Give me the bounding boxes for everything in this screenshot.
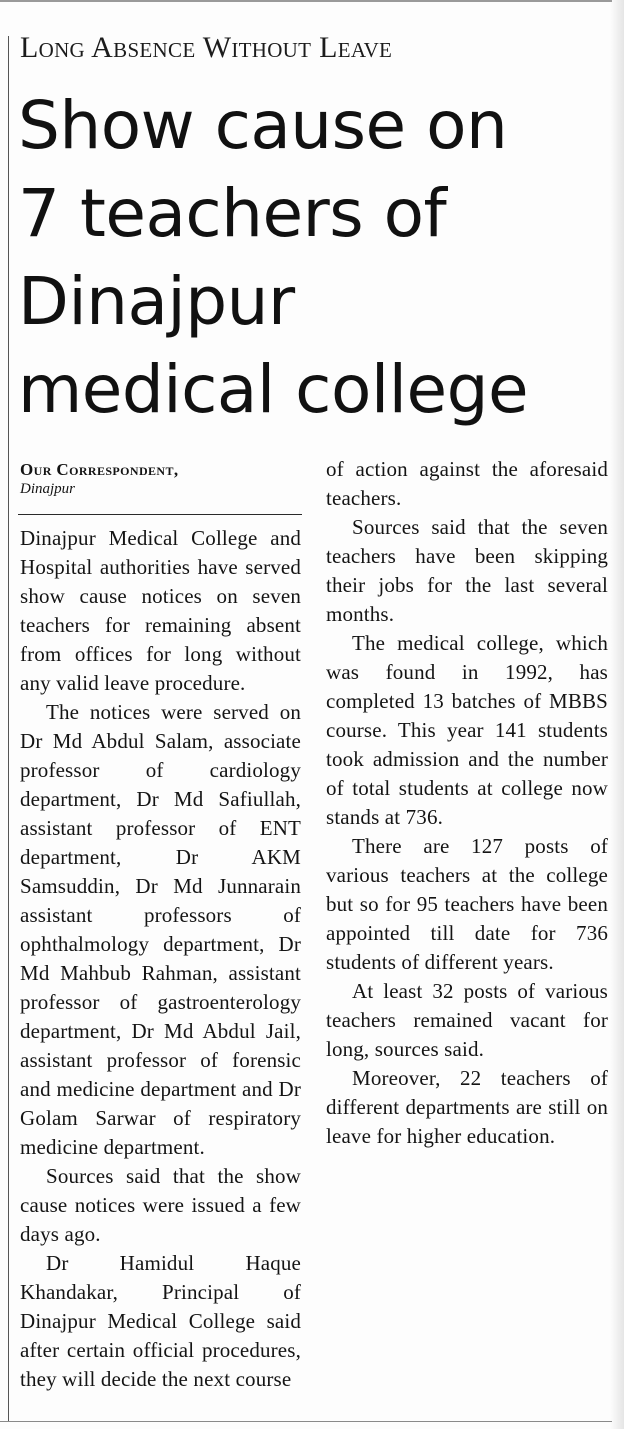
article-paragraph: At least 32 posts of various teachers remained vacant for long, sources said. bbox=[326, 979, 608, 1061]
article-column-right bbox=[326, 455, 608, 1151]
left-column-rule bbox=[8, 36, 9, 1421]
article-paragraph: Moreover, 22 teachers of different departments are still on leave for higher education. bbox=[326, 1066, 608, 1148]
bottom-border-rule bbox=[0, 1421, 612, 1422]
article-paragraph: Sources said that the show cause notices were issued a few days ago. bbox=[20, 1164, 301, 1246]
headline-line: medical college bbox=[18, 351, 529, 428]
byline-divider bbox=[18, 514, 302, 515]
kicker-heading: Long Absence Without Leave bbox=[20, 31, 393, 64]
article-paragraph: The notices were served on Dr Md Abdul Salam, associate professor of cardiology department, Dr Md Safiullah, assistant professor of ENT department, Dr AKM Samsuddin, Dr Md Junnarain assistant professors of ophthalmology department, Dr Md Mahbub Rahman, assistant professor of gastroenterology department, Dr Md Abdul Jail, assistant professor of forensic and medicine department and Dr Golam Sarwar of respiratory medicine department. bbox=[20, 700, 301, 1159]
article-paragraph-continued: Dr Hamidul Haque Khandakar, Principal of Dinajpur Medical College said after certain official procedures, they will decide the next course bbox=[20, 1251, 301, 1391]
byline bbox=[20, 460, 310, 498]
article-paragraph: There are 127 posts of various teachers at the college but so for 95 teachers have been appointed till date for 736 students of different years. bbox=[326, 834, 608, 974]
byline-place: Dinajpur bbox=[20, 481, 76, 497]
byline-name: Our Correspondent, bbox=[20, 460, 179, 479]
page-edge-shadow bbox=[610, 0, 624, 1429]
headline-line: Show cause on bbox=[18, 87, 508, 164]
headline-line: Dinajpur bbox=[18, 263, 295, 340]
article-paragraph: Sources said that the seven teachers have been skipping their jobs for the last several months. bbox=[326, 515, 608, 626]
article-paragraph-continuation: of action against the aforesaid teachers. bbox=[326, 457, 608, 510]
article-paragraph: Dinajpur Medical College and Hospital authorities have served show cause notices on seven teachers for remaining absent from offices for long without any valid leave procedure. bbox=[20, 526, 301, 695]
article-paragraph: The medical college, which was found in 1992, has completed 13 batches of MBBS course. This year 141 students took admission and the number of total students at college now stands at 736. bbox=[326, 631, 608, 829]
top-border-rule bbox=[0, 0, 612, 2]
article-column-left bbox=[20, 524, 301, 1394]
headline-line: 7 teachers of bbox=[18, 175, 447, 252]
headline bbox=[18, 82, 608, 434]
